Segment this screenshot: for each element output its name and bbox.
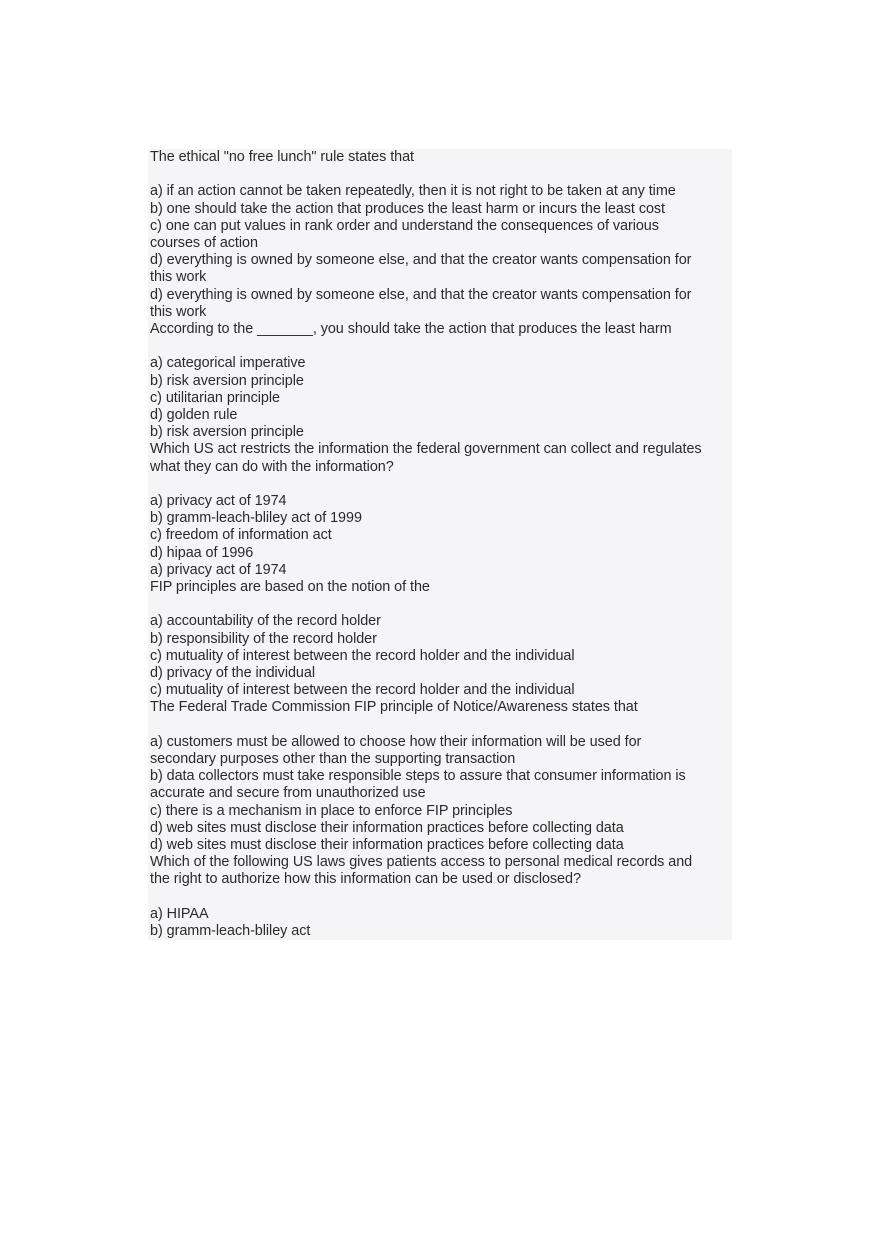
text-line: a) accountability of the record holder (150, 613, 381, 630)
text-line: c) utilitarian principle (150, 389, 280, 406)
text-line: d) hipaa of 1996 (150, 544, 254, 561)
text-line: c) one can put values in rank order and understand the consequences of various (150, 217, 659, 234)
text-line: this work (150, 303, 207, 320)
text-line: b) gramm-leach-bliley act of 1999 (150, 510, 362, 527)
text-line: c) there is a mechanism in place to enforce FIP principles (150, 802, 513, 819)
text-line: c) freedom of information act (150, 527, 332, 544)
text-line: c) mutuality of interest between the record holder and the individual (150, 647, 575, 664)
text-line: the right to authorize how this information can be used or disclosed? (150, 871, 581, 888)
quiz-text-block (150, 149, 732, 940)
text-line: According to the _______, you should take the action that produces the least harm (150, 321, 672, 338)
text-line: The Federal Trade Commission FIP principle of Notice/Awareness states that (150, 699, 638, 716)
text-line: c) mutuality of interest between the record holder and the individual (150, 682, 575, 699)
text-line: d) golden rule (150, 407, 238, 424)
text-line: d) web sites must disclose their information practices before collecting data (150, 837, 624, 854)
text-line: b) one should take the action that produces the least harm or incurs the least cost (150, 200, 666, 217)
text-line: this work (150, 269, 207, 286)
text-line: d) privacy of the individual (150, 665, 315, 682)
text-line: what they can do with the information? (150, 458, 394, 475)
blank-line (150, 338, 732, 355)
text-line: b) gramm-leach-bliley act (150, 923, 311, 940)
text-line: courses of action (150, 235, 258, 251)
text-line: accurate and secure from unauthorized use (150, 785, 426, 802)
text-line: a) if an action cannot be taken repeatedly, then it is not right to be taken at any time (150, 183, 676, 200)
blank-line (150, 717, 732, 734)
text-line: b) responsibility of the record holder (150, 630, 377, 647)
text-line: b) data collectors must take responsible steps to assure that consumer information is (150, 768, 686, 785)
text-line: secondary purposes other than the supporting transaction (150, 751, 516, 768)
text-line: d) everything is owned by someone else, and that the creator wants compensation for (150, 286, 692, 303)
blank-line (150, 166, 732, 183)
blank-line (150, 476, 732, 493)
text-line: b) risk aversion principle (150, 372, 304, 389)
text-line: Which US act restricts the information the federal government can collect and regulates (150, 441, 702, 458)
text-line: a) HIPAA (150, 905, 209, 922)
text-line: d) web sites must disclose their information practices before collecting data (150, 819, 624, 836)
text-line: b) risk aversion principle (150, 424, 304, 441)
text-line: The ethical "no free lunch" rule states that (150, 149, 414, 165)
text-line: Which of the following US laws gives patients access to personal medical records and (150, 854, 693, 871)
text-line: a) privacy act of 1974 (150, 493, 287, 510)
text-line: d) everything is owned by someone else, and that the creator wants compensation for (150, 252, 692, 269)
blank-line (150, 889, 732, 906)
text-line: FIP principles are based on the notion of the (150, 579, 430, 596)
blank-line (150, 596, 732, 613)
text-line: a) customers must be allowed to choose how their information will be used for (150, 733, 642, 750)
text-line: a) categorical imperative (150, 355, 306, 372)
text-line: a) privacy act of 1974 (150, 561, 287, 578)
